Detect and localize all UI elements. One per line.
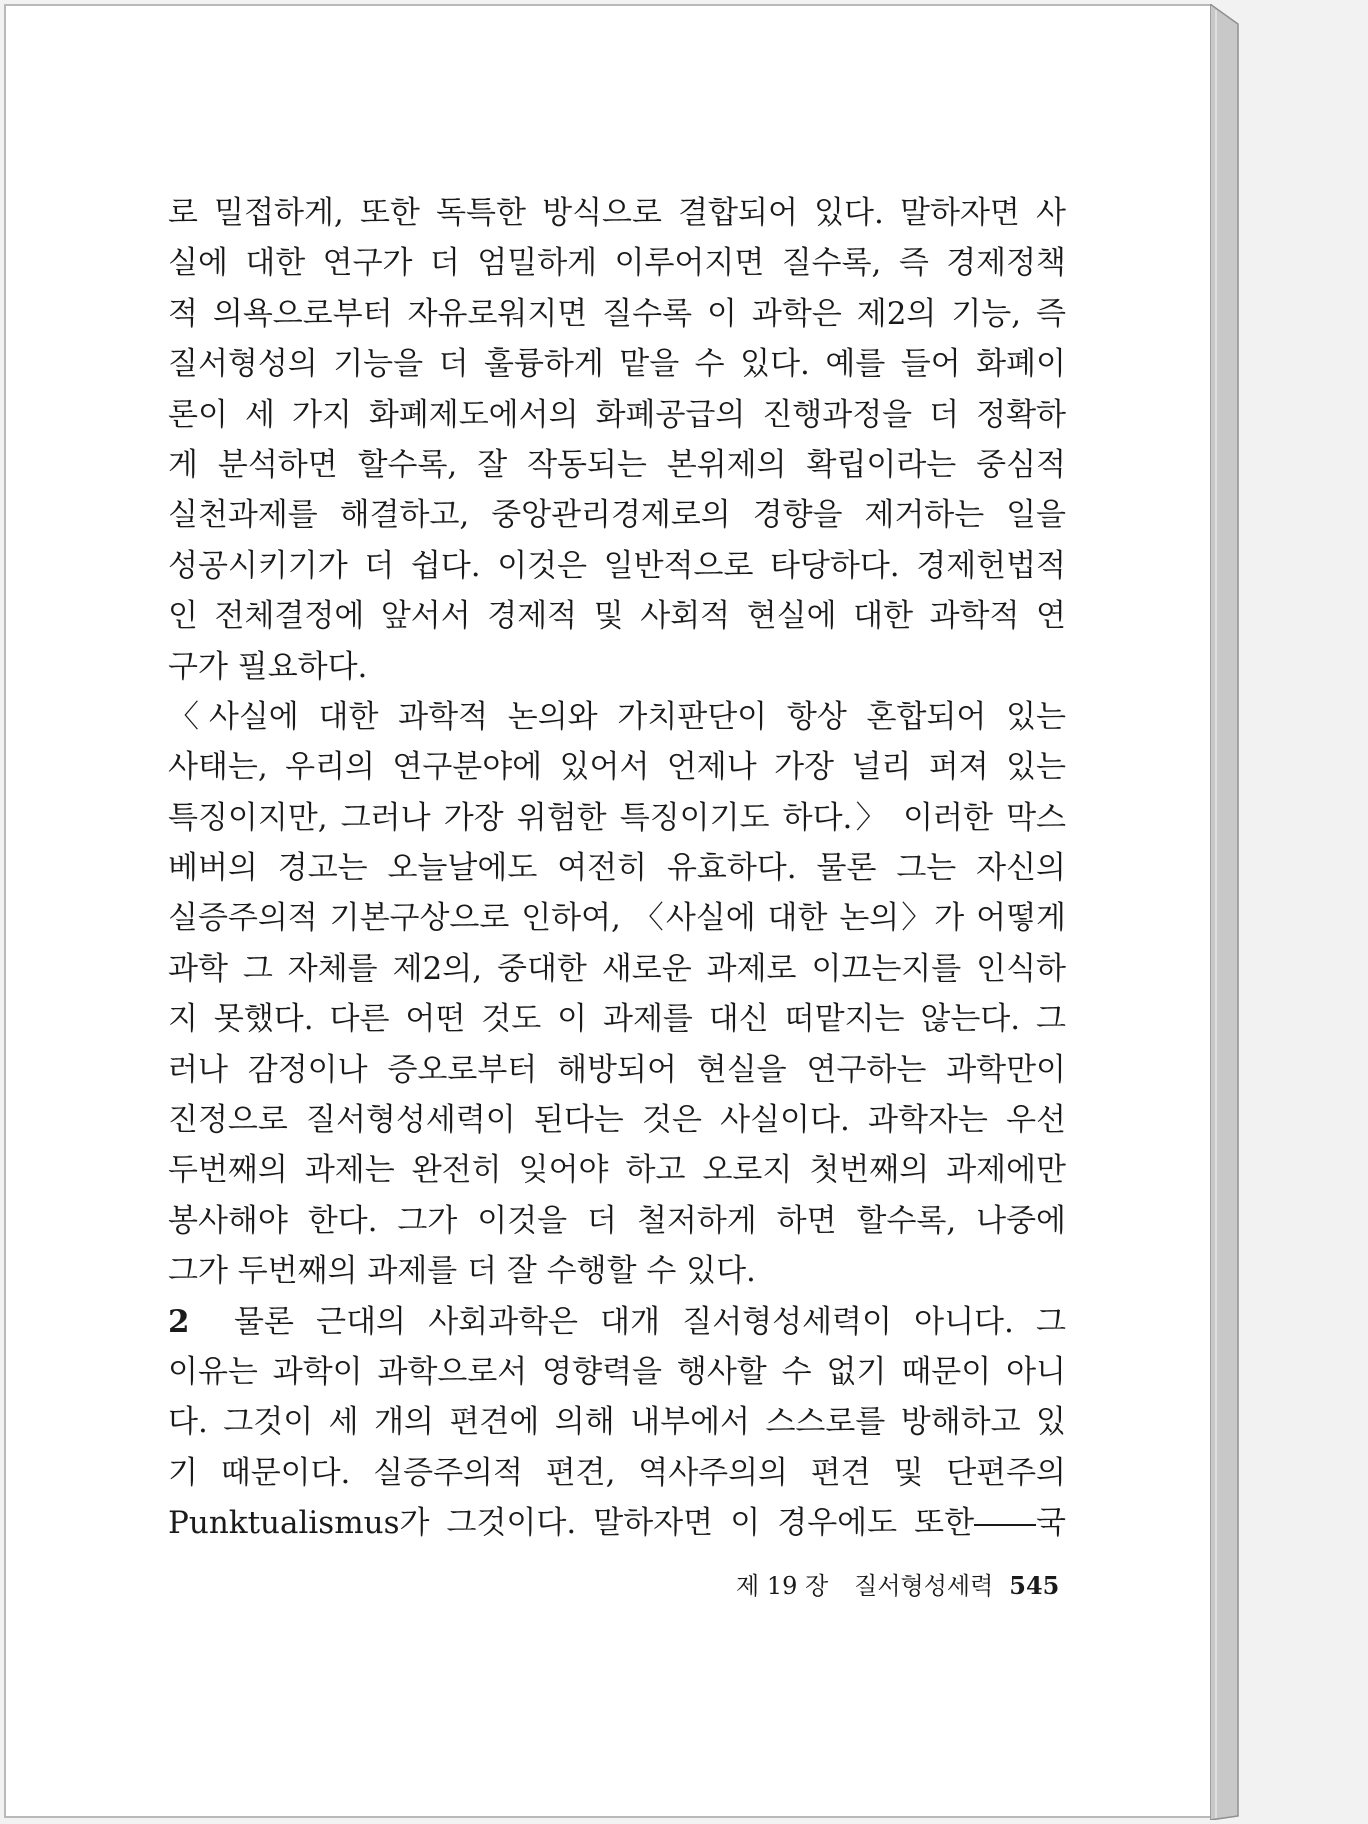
text-line: 베버의 경고는 오늘날에도 여전히 유효하다. 물론 그는 자신의 [168,850,1066,887]
text-line: 인 전체결정에 앞서서 경제적 및 사회적 현실에 대한 과학적 연 [168,598,1066,635]
text-line: 성공시키기가 더 쉽다. 이것은 일반적으로 타당하다. 경제헌법적 [168,547,1066,584]
text-line: 실천과제를 해결하고, 중앙관리경제로의 경향을 제거하는 일을 [168,497,1066,534]
text-line: 구가 필요하다. [168,648,368,685]
paragraph [168,1297,1066,1549]
section-number: 2 [168,1303,190,1340]
text-line: 사태는, 우리의 연구분야에 있어서 언제나 가장 널리 퍼져 있는 [168,749,1066,786]
text-line: 과학 그 자체를 제2의, 중대한 새로운 과제로 이끄는지를 인식하 [168,950,1066,987]
text-line: Punktualismus가 그것이다. 말하자면 이 경우에도 또한――국 [168,1505,1066,1542]
text-line: 실증주의적 기본구상으로 인하여, 〈사실에 대한 논의〉가 어떻게 [168,900,1066,937]
text-line: 게 분석하면 할수록, 잘 작동되는 본위제의 확립이라는 중심적 [168,446,1066,483]
paragraph [168,692,1066,1297]
body-text [168,188,1066,1549]
page-footer [736,1566,1066,1601]
text-line: 특징이지만, 그러나 가장 위험한 특징이기도 하다.〉 이러한 막스 [168,799,1066,836]
text-line: 기 때문이다. 실증주의적 편견, 역사주의의 편견 및 단편주의 [168,1454,1066,1491]
running-title: 질서형성세력 [854,1572,994,1600]
text-line: 그가 두번째의 과제를 더 잘 수행할 수 있다. [168,1253,756,1290]
text-line: 〈사실에 대한 과학적 논의와 가치판단이 항상 혼합되어 있는 [168,698,1066,735]
page-number: 545 [1009,1571,1060,1600]
text-line [168,1297,1066,1347]
text-line: 봉사해야 한다. 그가 이것을 더 철저하게 하면 할수록, 나중에 [168,1202,1066,1239]
text-line: 로 밀접하게, 또한 독특한 방식으로 결합되어 있다. 말하자면 사 [168,195,1066,231]
text-line: 질서형성의 기능을 더 훌륭하게 맡을 수 있다. 예를 들어 화폐이 [168,346,1066,383]
text-line: 적 의욕으로부터 자유로워지면 질수록 이 과학은 제2의 기능, 즉 [168,295,1066,332]
text-line: 론이 세 가지 화폐제도에서의 화폐공급의 진행과정을 더 정확하 [168,396,1066,433]
text-line: 지 못했다. 다른 어떤 것도 이 과제를 대신 떠맡지는 않는다. 그 [168,1001,1066,1038]
text-line: 진정으로 질서형성세력이 된다는 것은 사실이다. 과학자는 우선 [168,1102,1066,1139]
text-line: 두번째의 과제는 완전히 잊어야 하고 오로지 첫번째의 과제에만 [168,1152,1066,1189]
paragraph [168,188,1066,692]
chapter-label: 제 19 장 [736,1572,829,1600]
text-line: 이유는 과학이 과학으로서 영향력을 행사할 수 없기 때문이 아니 [168,1353,1066,1390]
section-first-line: 물론 근대의 사회과학은 대개 질서형성세력이 아니다. 그 [234,1303,1066,1340]
text-line: 다. 그것이 세 개의 편견에 의해 내부에서 스스로를 방해하고 있 [168,1404,1066,1441]
text-line: 러나 감정이나 증오로부터 해방되어 현실을 연구하는 과학만이 [168,1051,1066,1088]
text-line: 실에 대한 연구가 더 엄밀하게 이루어지면 질수록, 즉 경제정책 [168,245,1066,282]
page-stack-edge [1210,4,1240,1820]
